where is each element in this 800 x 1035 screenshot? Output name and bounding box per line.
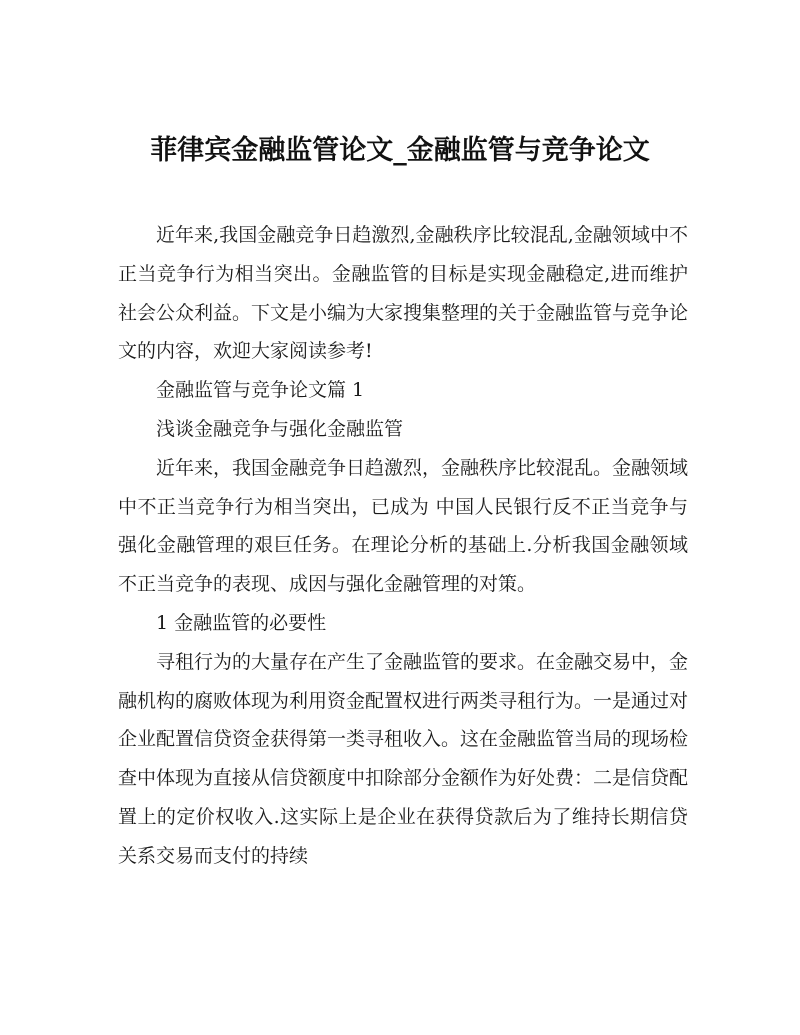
- document-title: 菲律宾金融监管论文_金融监管与竞争论文: [150, 135, 650, 166]
- abstract-paragraph: 近年来，我国金融竞争日趋激烈，金融秩序比较混乱。金融领域中不正当竞争行为相当突出，已成为 中国人民银行反不正当竞争与强化金融管理的艰巨任务。在理论分析的基础上.分析我国金融领域不正当竞争的表现、成因与强化金融管理的对策。: [118, 456, 689, 596]
- article-title: 浅谈金融竞争与强化金融监管: [156, 417, 404, 440]
- section-label: 金融监管与竞争论文篇 1: [156, 379, 365, 402]
- section-heading: 1 金融监管的必要性: [156, 611, 327, 634]
- body-paragraph: 寻租行为的大量存在产生了金融监管的要求。在金融交易中，金融机构的腐败体现为利用资金配置权进行两类寻租行为。一是通过对 企业配置信贷资金获得第一类寻租收入。这在金融监管当局的现场检查中体现为直接从信贷额度中扣除部分金额作为好处费：二是信贷配置上的定价权收入.这实际上是企业在获得贷款后为了维持长期信贷关系交易而支付的持续: [118, 650, 689, 867]
- document-body: [118, 216, 688, 876]
- intro-paragraph: 近年来,我国金融竞争日趋激烈,金融秩序比较混乱,金融领域中不正当竞争行为相当突出。金融监管的目标是实现金融稳定,进而维护社会公众利益。下文是小编为大家搜集整理的关于金融监管与竞争论文的内容，欢迎大家阅读参考!: [118, 224, 689, 363]
